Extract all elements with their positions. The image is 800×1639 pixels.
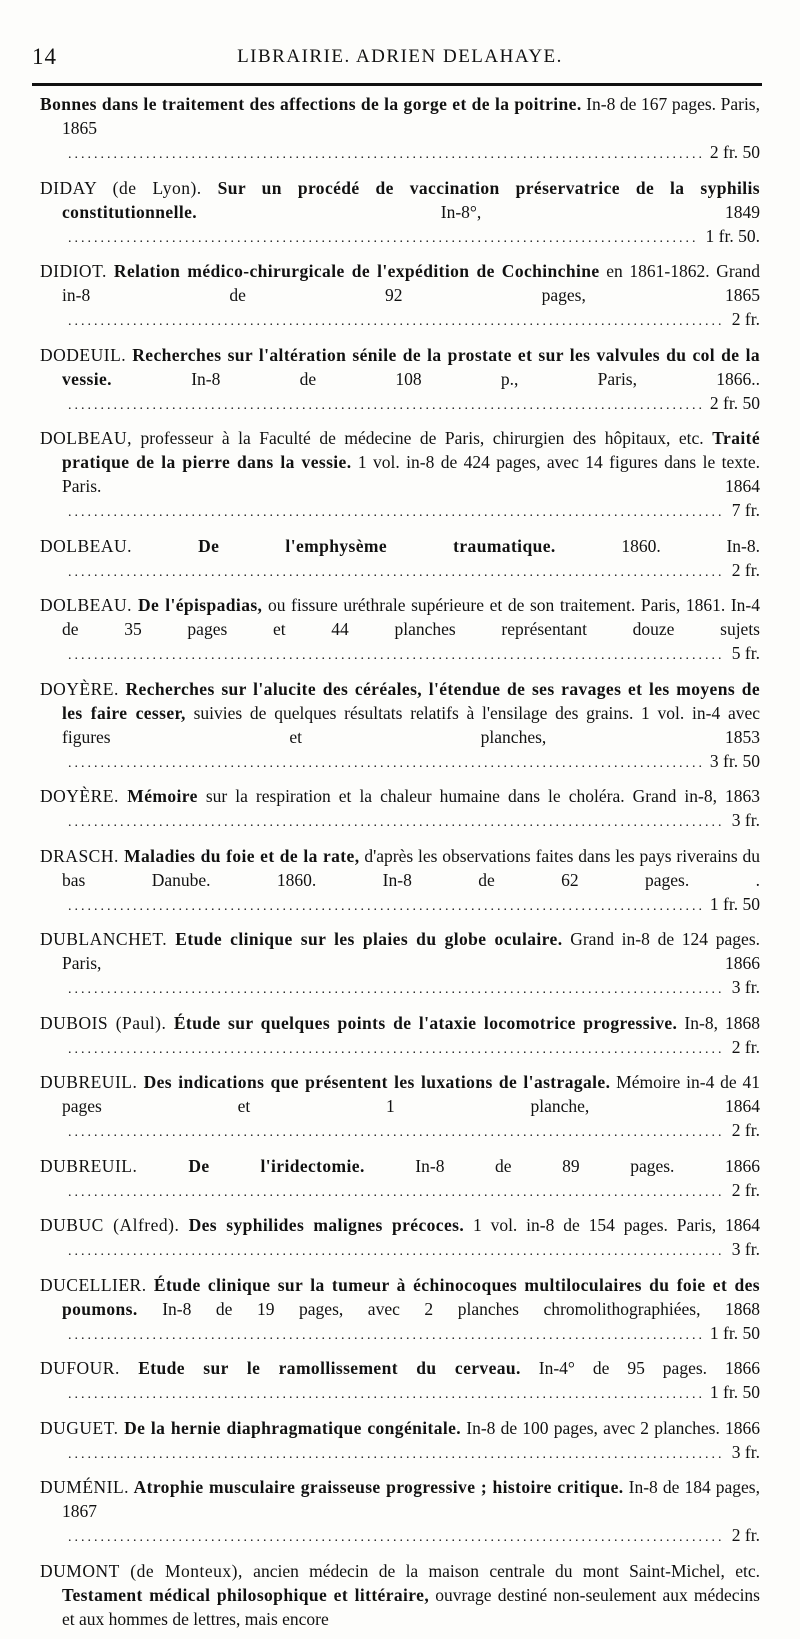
entry-details: In-8 de 100 pages, avec 2 planches. 1866 [461,1417,761,1438]
dot-leader [68,501,724,525]
entry-title: Recherches sur l'altération sénile de la prostate et sur les valvules du col de la vessie. [62,344,760,389]
entry-title: Des indications que présentent les luxations de l'astragale. [137,1072,611,1092]
catalogue-entry [40,593,760,668]
catalogue-entry [40,176,760,251]
entry-price: 5 fr. [731,643,760,663]
entry-details: Grand in-8 de 124 pages. Paris, 1866 [62,929,761,973]
entry-price: 2 fr. [731,559,760,580]
entry-price: 3 fr. [731,1441,760,1462]
entry-title: Sur un procédé de vaccination préservatrice de la syphilis constitutionnelle. [62,177,760,222]
entry-title: Recherches sur l'alucite des céréales, l'étendue de ses ravages et les moyens de les faire cesser, [62,678,760,723]
entry-price: 3 fr. [731,1239,760,1259]
catalogue-entry [40,259,760,334]
entry-title: De l'épispadias, [131,595,263,615]
entry-price: 3 fr. 50 [709,750,760,771]
entry-details: In-8 de 19 pages, avec 2 planches chromolithographiées, 1868 [137,1298,760,1319]
dot-leader [68,394,702,418]
entry-author: DOLBEAU. [40,595,132,615]
entry-details: In-8, 1868 [677,1012,761,1033]
entry-title: Etude clinique sur les plaies du globe oculaire. [167,929,563,949]
entry-price: 2 fr. 50 [709,142,760,162]
catalogue-entry [40,1070,760,1145]
catalogue-entry [40,677,760,776]
entry-author: DOLBEAU, [40,428,132,448]
catalogue-entry [40,534,760,585]
entry-author: DUMONT (de Monteux), [40,1560,243,1581]
entry-details: In-8 de 108 p., Paris, 1866.. [111,368,760,389]
header-rule [32,83,762,86]
entry-title: Des syphilides malignes précoces. [179,1215,465,1235]
entry-author: DOYÈRE. [40,786,119,806]
entry-title: Atrophie musculaire graisseuse progressive ; histoire critique. [129,1477,624,1497]
entry-author: DUGUET. [40,1417,119,1438]
catalogue-entry [40,844,760,919]
dot-leader [68,143,702,167]
entry-price: 3 fr. [731,810,760,830]
dot-leader [68,561,724,585]
entry-author: DUBUC (Alfred). [40,1215,180,1235]
entry-author: DUBOIS (Paul). [40,1012,167,1033]
entry-author: DOYÈRE. [40,678,119,699]
entry-details: In-8 de 167 pages. Paris, 1865 [62,94,760,138]
dot-leader [68,811,724,835]
entry-author: DUCELLIER. [40,1274,147,1295]
entry-title: Bonnes dans le traitement des affections de la gorge et de la poitrine. [40,94,582,114]
entry-price: 1 fr. 50 [709,1322,760,1343]
entry-price: 7 fr. [731,500,760,520]
entry-title: Relation médico-chirurgicale de l'expédition de Cochinchine [106,261,600,281]
entry-price: 2 fr. [731,1525,760,1545]
entry-author: DODEUIL. [40,344,127,365]
entry-details: 1860. In-8. [555,535,760,556]
entry-details: 1 vol. in-8 de 154 pages. Paris, 1864 [464,1215,760,1235]
entry-description: professeur à la Faculté de médecine de Paris, chirurgien des hôpitaux, etc. [131,428,704,448]
entry-details: ouvrage destiné non-seulement aux médecins et aux hommes de lettres, mais encore [62,1584,760,1629]
page-number: 14 [32,44,57,69]
catalogue-entry [40,343,760,418]
entry-details: Mémoire in-4 de 41 pages et 1 planche, 1864 [62,1072,761,1116]
dot-leader [68,752,702,776]
dot-leader [68,1443,724,1467]
entry-author: DUMÉNIL. [40,1477,130,1497]
dot-leader [68,1240,724,1264]
entry-details: 1 vol. in-8 de 424 pages, avec 14 figures dans le texte. Paris. 1864 [62,452,761,496]
entry-title: Mémoire [118,786,198,806]
entry-author: DUBREUIL. [40,1155,138,1176]
dot-leader [68,1383,702,1407]
catalogue-entry [40,1213,760,1264]
entry-details: In-8°, 1849 [197,201,760,222]
entry-price: 1 fr. 50 [709,1382,760,1402]
catalogue-entry [40,1416,760,1467]
catalogue-entry [40,1559,760,1631]
dot-leader [68,227,698,251]
catalogue-entry [40,1356,760,1407]
catalogue-entry [40,1475,760,1550]
entry-details: d'après les observations faites dans les pays riverains du bas Danube. 1860. In-8 de 62 pages. . [62,845,760,890]
dot-leader [68,1526,724,1550]
catalogue-entry [40,92,760,167]
entry-title: Maladies du foie et de la rate, [118,845,360,866]
dot-leader [68,1324,702,1348]
entry-price: 2 fr. [731,1120,760,1140]
entry-title: Traité pratique de la pierre dans la vessie. [62,428,760,472]
entry-price: 2 fr. [731,1179,760,1200]
entry-author: DIDIOT. [40,261,107,281]
entry-title: Testament médical philosophique et littéraire, [62,1584,430,1605]
entry-author: DOLBEAU. [40,535,132,556]
entry-details: ou fissure uréthrale supérieure et de son traitement. Paris, 1861. In-4 de 35 pages et 44 planches représentant douze sujets [62,595,760,639]
entry-details: en 1861-1862. Grand in-8 de 92 pages, 1865 [62,261,761,305]
entry-details: In-4° de 95 pages. 1866 [520,1358,760,1378]
entry-title: De l'iridectomie. [137,1155,365,1176]
entry-details: suivies de quelques résultats relatifs à l'ensilage des grains. 1 vol. in-4 avec figures et planches, 1853 [62,702,761,747]
entry-title: De la hernie diaphragmatique congénitale. [118,1417,462,1438]
entry-details: In-8 de 184 pages, 1867 [62,1477,760,1521]
entry-title: Étude clinique sur la tumeur à échinocoques multiloculaires du foie et des poumons. [62,1274,760,1319]
entry-author: DUBLANCHET. [40,929,168,949]
entry-details: In-8 de 89 pages. 1866 [364,1155,760,1176]
catalogue-entry [40,1011,760,1062]
dot-leader [68,978,724,1002]
entry-author: DUBREUIL. [40,1072,138,1092]
dot-leader [68,310,724,334]
catalogue-entry [40,927,760,1002]
entry-title: Etude sur le ramollissement du cerveau. [119,1358,521,1378]
entry-price: 2 fr. [731,309,760,329]
entry-author: DIDAY (de Lyon). [40,177,202,198]
catalogue-list [40,92,760,1639]
dot-leader [68,644,724,668]
running-head: LIBRAIRIE. ADRIEN DELAHAYE. [237,46,563,67]
entry-description: ancien médecin de la maison centrale du mont Saint-Michel, etc. [242,1560,760,1581]
entry-price: 1 fr. 50. [705,225,760,246]
dot-leader [68,895,702,919]
entry-author: DRASCH. [40,845,119,866]
dot-leader [68,1181,724,1205]
entry-author: DUFOUR. [40,1358,120,1378]
entry-title: De l'emphysème traumatique. [131,535,556,556]
entry-price: 2 fr. [731,1036,760,1057]
dot-leader [68,1038,724,1062]
catalogue-entry [40,426,760,525]
entry-price: 3 fr. [731,977,760,997]
entry-price: 1 fr. 50 [709,893,760,914]
catalogue-entry [40,1273,760,1348]
dot-leader [68,1121,724,1145]
entry-price: 2 fr. 50 [709,392,760,413]
entry-title: Étude sur quelques points de l'ataxie locomotrice progressive. [166,1012,678,1033]
entry-details: sur la respiration et la chaleur humaine dans le choléra. Grand in-8, 1863 [197,786,760,806]
catalogue-entry [40,1154,760,1205]
catalogue-entry [40,784,760,835]
